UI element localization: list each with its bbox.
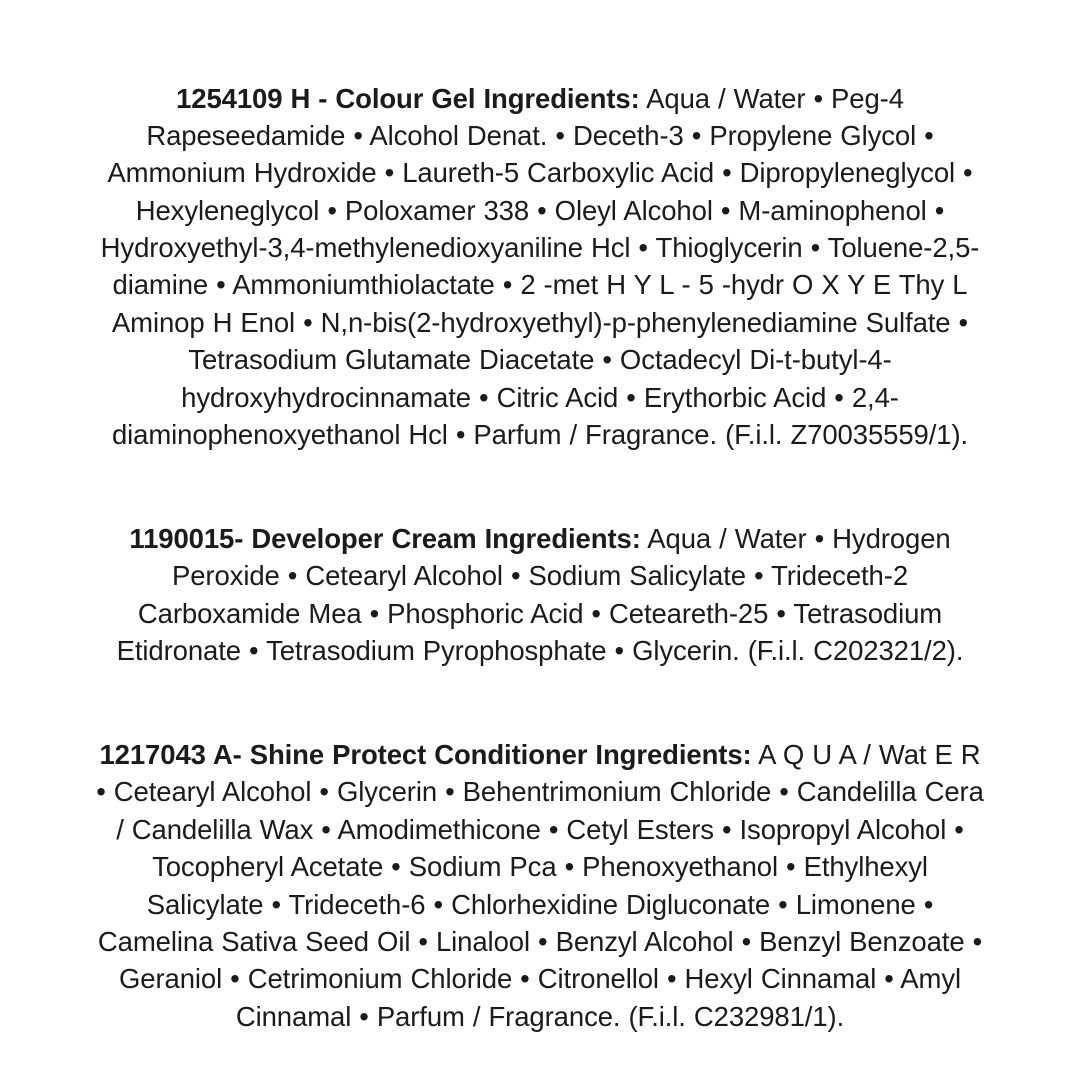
section-title-shine-protect-conditioner: 1217043 A- Shine Protect Conditioner Ingredients:	[99, 738, 752, 770]
section-title-developer-cream: 1190015- Developer Cream Ingredients:	[129, 522, 641, 554]
ingredients-section-colour-gel	[95, 80, 985, 454]
ingredients-section-shine-protect-conditioner	[95, 736, 985, 1035]
section-body-shine-protect-conditioner: A Q U A / Wat E R • Cetearyl Alcohol • Glycerin • Behentrimonium Chloride • Candelilla Cera / Candelilla Wax • Amodimethicone • Cetyl Esters • Isopropyl Alcohol • Tocopheryl Acetate • Sodium Pca • Phenoxyethanol • Ethylhexyl Salicylate • Trideceth-6 • Chlorhexidine Digluconate • Limonene • Camelina Sativa Seed Oil • Linalool • Benzyl Alcohol • Benzyl Benzoate • Geraniol • Cetrimonium Chloride • Citronellol • Hexyl Cinnamal • Amyl Cinnamal • Parfum / Fragrance. (F.i.l. C232981/1).	[96, 738, 984, 1032]
section-body-developer-cream: Aqua / Water • Hydrogen Peroxide • Cetearyl Alcohol • Sodium Salicylate • Trideceth-2 Carboxamide Mea • Phosphoric Acid • Ceteareth-25 • Tetrasodium Etidronate • Tetrasodium Pyrophosphate • Glycerin. (F.i.l. C202321/2).	[116, 522, 964, 667]
ingredients-section-developer-cream	[95, 520, 985, 670]
section-body-colour-gel: Aqua / Water • Peg-4 Rapeseedamide • Alcohol Denat. • Deceth-3 • Propylene Glycol • Ammonium Hydroxide • Laureth-5 Carboxylic Acid • Dipropyleneglycol • Hexyleneglycol • Poloxamer 338 • Oleyl Alcohol • M-aminophenol • Hydroxyethyl-3,4-methylenedioxyaniline Hcl • Thioglycerin • Toluene-2,5-diamine • Ammoniumthiolactate • 2 -met H Y L - 5 -hydr O X Y E Thy L Aminop H Enol • N,n-bis(2-hydroxyethyl)-p-phenylenediamine Sulfate • Tetrasodium Glutamate Diacetate • Octadecyl Di-t-butyl-4-hydroxyhydrocinnamate • Citric Acid • Erythorbic Acid • 2,4-diaminophenoxyethanol Hcl • Parfum / Fragrance. (F.i.l. Z70035559/1).	[100, 82, 980, 451]
section-title-colour-gel: 1254109 H - Colour Gel Ingredients:	[176, 82, 640, 114]
